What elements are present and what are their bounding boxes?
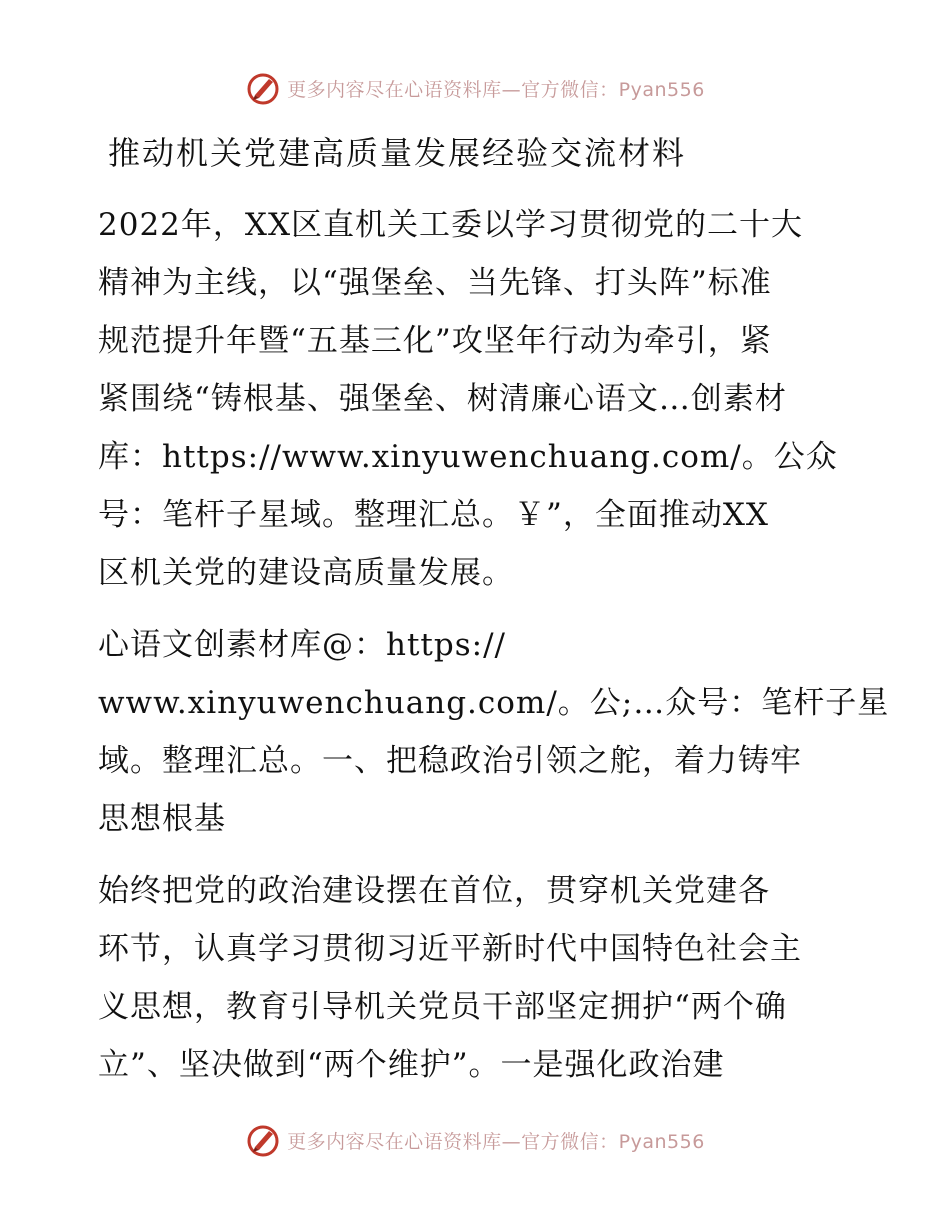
pen-circle-logo-icon — [245, 70, 281, 106]
paragraph-intro — [98, 196, 858, 602]
text-line: 精神为主线，以“强堡垒、当先锋、打头阵”标准 — [98, 265, 772, 301]
text-line: 义思想，教育引导机关党员干部坚定拥护“两个确 — [98, 989, 787, 1025]
paragraph-body — [98, 862, 858, 1094]
text-line: www.xinyuwenchuang.com/。公;…众号：笔杆子星 — [98, 685, 890, 721]
watermark-banner-top — [0, 70, 950, 106]
text-line: 2022年，XX区直机关工委以学习贯彻党的二十大 — [98, 207, 804, 243]
text-line: 域。整理汇总。一、把稳政治引领之舵，着力铸牢 — [98, 743, 802, 779]
pen-circle-logo-icon — [245, 1122, 281, 1158]
text-line: 思想根基 — [98, 801, 226, 837]
page-title: 推动机关党建高质量发展经验交流材料 — [108, 134, 687, 172]
text-line: 心语文创素材库@：https:// — [98, 627, 506, 663]
text-line: 号：笔杆子星域。整理汇总。￥”，全面推动XX — [98, 497, 769, 533]
text-line: 库：https://www.xinyuwenchuang.com/。公众 — [98, 439, 838, 475]
watermark-text: 更多内容尽在心语资料库—官方微信：Pyan556 — [287, 78, 705, 101]
text-line: 区机关党的建设高质量发展。 — [98, 555, 514, 591]
watermark-banner-bottom — [0, 1122, 950, 1158]
text-line: 立”、坚决做到“两个维护”。一是强化政治建 — [98, 1047, 725, 1083]
watermark-text: 更多内容尽在心语资料库—官方微信：Pyan556 — [287, 1130, 705, 1153]
paragraph-section-heading — [98, 616, 890, 848]
text-line: 规范提升年暨“五基三化”攻坚年行动为牵引，紧 — [98, 323, 772, 359]
text-line: 始终把党的政治建设摆在首位，贯穿机关党建各 — [98, 873, 770, 909]
text-line: 环节，认真学习贯彻习近平新时代中国特色社会主 — [98, 931, 802, 967]
text-line: 紧围绕“铸根基、强堡垒、树清廉心语文…创素材 — [98, 381, 787, 417]
